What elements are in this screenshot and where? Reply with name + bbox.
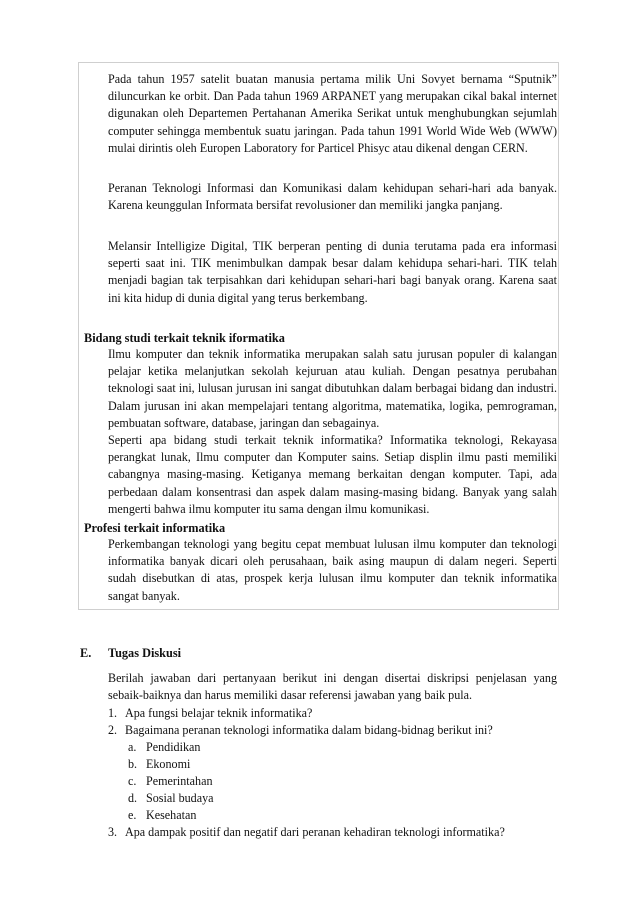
question-2: 2. Bagaimana peranan teknologi informatika dalam bidang-bidnag berikut ini? (108, 723, 493, 737)
section-e-number: E. (80, 646, 92, 660)
heading-bidang-studi: Bidang studi terkait teknik iformatika (84, 331, 285, 345)
section-e-heading (80, 645, 181, 662)
paragraph-profesi: Perkembangan teknologi yang begitu cepat membuat lulusan ilmu komputer dan teknologi informatika banyak dicari oleh perusahaan, baik asing maupun di dalam negeri. Seperti sudah disebutkan di atas, prospek kerja lulusan ilmu komputer dan teknik informatika sangat banyak. (108, 537, 557, 603)
paragraph-bidang-1: Ilmu komputer dan teknik informatika merupakan salah satu jurusan populer di kalangan pelajar ketika melanjutkan sekolah kejuruan atau kuliah. Dengan pesatnya perubahan teknologi saat ini, lulusan jurusan ini sangat dibutuhkan dalam berbagai bidang dan industri. Dalam jurusan ini akan mempelajari tentang algoritma, matematika, logika, pemrograman, pembuatan software, database, jaringan dan sebagainya. (108, 347, 557, 430)
section-e-intro: Berilah jawaban dari pertanyaan berikut ini dengan disertai diskripsi penjelasan yang sebaik-baiknya dan harus memiliki dasar referensi jawaban yang baik pula. (108, 671, 557, 703)
paragraph-peranan: Peranan Teknologi Informasi dan Komunikasi dalam kehidupan sehari-hari ada banyak. Karena keunggulan Informata bersifat revolusioner dan memiliki jangka panjang. (108, 181, 557, 213)
sub-item-d: d. Sosial budaya (128, 791, 214, 805)
paragraph-history: Pada tahun 1957 satelit buatan manusia pertama milik Uni Sovyet bernama “Sputnik” diluncurkan ke orbit. Dan Pada tahun 1969 ARPANET yang merupakan cikal bakal internet digunakan oleh Departemen Pertahanan Amerika Serikat untuk menghubungkan sejumlah computer sehingga membentuk suatu jaringan. Pada tahun 1991 World Wide Web (WWW) mulai dirintis oleh Europen Laboratory for Particel Phisyc atau dikenal dengan CERN. (108, 72, 557, 155)
heading-profesi: Profesi terkait informatika (84, 521, 226, 535)
sub-item-a: a. Pendidikan (128, 740, 201, 754)
paragraph-melansir: Melansir Intelligize Digital, TIK berperan penting di dunia terutama pada era informasi seperti saat ini. TIK menimbulkan dampak besar dalam kehidupa sehari-hari. TIK telah menjadi bagian tak terpisahkan dari kehidupan sehari-hari bagi banyak orang. Karena saat ini kita hidup di dunia digital yang terus berkembang. (108, 239, 557, 305)
sub-item-c: c. Pemerintahan (128, 774, 213, 788)
paragraph-bidang-2: Seperti apa bidang studi terkait teknik informatika? Informatika teknologi, Rekayasa perangkat lunak, Ilmu computer dan Komputer sains. Setiap displin ilmu pasti memiliki cabangnya masing-masing. Ketiganya memang berkaitan dengan komputer. Tapi, ada perbedaan dalam konsentrasi dan aspek dalam masing-masing bidang. Banyak yang salah mengerti bahwa ilmu komputer itu sama dengan ilmu komunikasi. (108, 433, 557, 516)
question-3: 3. Apa dampak positif dan negatif dari peranan kehadiran teknologi informatika? (108, 825, 505, 839)
sub-item-b: b. Ekonomi (128, 757, 191, 771)
question-1: 1. Apa fungsi belajar teknik informatika? (108, 706, 313, 720)
section-e-title: Tugas Diskusi (108, 646, 182, 660)
sub-item-e: e. Kesehatan (128, 808, 197, 822)
